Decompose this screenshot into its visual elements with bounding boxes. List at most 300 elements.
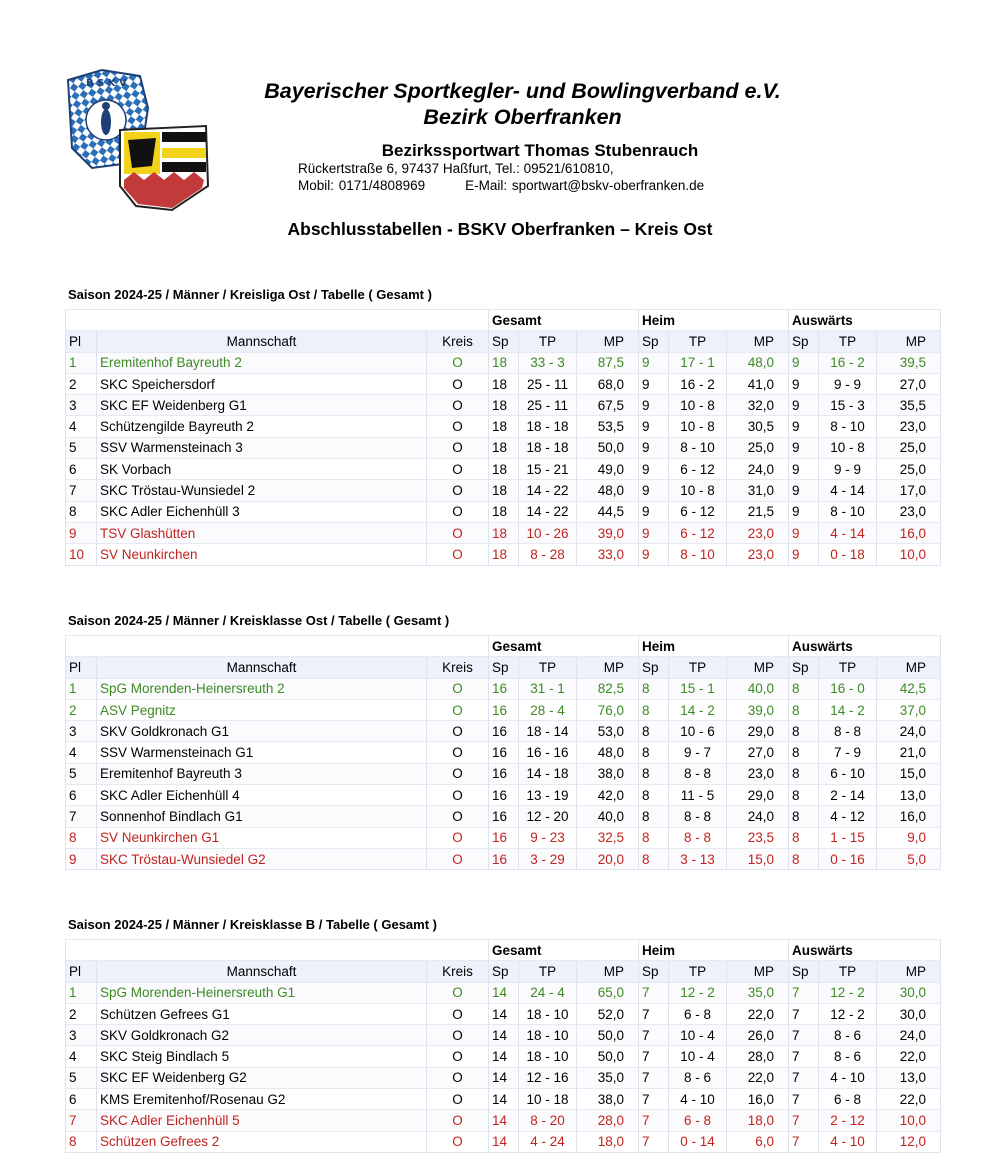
team-name-cell: ASV Pegnitz xyxy=(97,699,427,720)
tp-heim-cell: 4 - 10 xyxy=(669,1089,727,1110)
col-header-pl: Pl xyxy=(66,331,97,352)
col-header-mp-heim: MP xyxy=(727,657,789,678)
mp-heim-cell: 6,0 xyxy=(727,1131,789,1152)
mp-heim-cell: 22,0 xyxy=(727,1003,789,1024)
col-header-tp-auswaerts: TP xyxy=(819,657,877,678)
tp-auswaerts-cell: 6 - 8 xyxy=(819,1089,877,1110)
sp-auswaerts-cell: 7 xyxy=(789,1110,819,1131)
sp-gesamt-cell: 14 xyxy=(489,982,519,1003)
column-header-row xyxy=(66,657,941,678)
col-header-sp-gesamt: Sp xyxy=(489,961,519,982)
kreis-cell: O xyxy=(427,1025,489,1046)
tp-auswaerts-cell: 7 - 9 xyxy=(819,742,877,763)
table-row xyxy=(66,437,941,458)
col-header-mp-auswaerts: MP xyxy=(877,657,941,678)
table-row xyxy=(66,1003,941,1024)
mp-heim-cell: 23,5 xyxy=(727,827,789,848)
rank-cell: 4 xyxy=(66,416,97,437)
tp-auswaerts-cell: 4 - 14 xyxy=(819,480,877,501)
tp-heim-cell: 10 - 6 xyxy=(669,721,727,742)
sp-auswaerts-cell: 7 xyxy=(789,1089,819,1110)
rank-cell: 2 xyxy=(66,699,97,720)
table-row xyxy=(66,1025,941,1046)
mp-heim-cell: 35,0 xyxy=(727,982,789,1003)
tp-auswaerts-cell: 16 - 2 xyxy=(819,352,877,373)
rank-cell: 1 xyxy=(66,352,97,373)
tp-gesamt-cell: 13 - 19 xyxy=(519,785,577,806)
standings-table xyxy=(65,939,941,1153)
mp-heim-cell: 26,0 xyxy=(727,1025,789,1046)
table-row xyxy=(66,1110,941,1131)
team-name-cell: SKC Adler Eichenhüll 5 xyxy=(97,1110,427,1131)
group-header-gesamt: Gesamt xyxy=(489,940,639,961)
group-header-empty xyxy=(66,636,489,657)
tp-heim-cell: 10 - 8 xyxy=(669,395,727,416)
rank-cell: 1 xyxy=(66,678,97,699)
kreis-cell: O xyxy=(427,721,489,742)
mp-heim-cell: 15,0 xyxy=(727,848,789,869)
kreis-cell: O xyxy=(427,1131,489,1152)
table-row xyxy=(66,982,941,1003)
sp-auswaerts-cell: 9 xyxy=(789,352,819,373)
sp-heim-cell: 9 xyxy=(639,437,669,458)
tp-gesamt-cell: 31 - 1 xyxy=(519,678,577,699)
standings-section-kreisklasse-ost xyxy=(65,613,940,870)
tp-auswaerts-cell: 8 - 6 xyxy=(819,1046,877,1067)
column-header-row xyxy=(66,961,941,982)
tp-auswaerts-cell: 12 - 2 xyxy=(819,1003,877,1024)
tp-gesamt-cell: 16 - 16 xyxy=(519,742,577,763)
mp-auswaerts-cell: 35,5 xyxy=(877,395,941,416)
association-title-line2: Bezirk Oberfranken xyxy=(423,105,622,129)
team-name-cell: Eremitenhof Bayreuth 2 xyxy=(97,352,427,373)
mp-auswaerts-cell: 9,0 xyxy=(877,827,941,848)
table-title: Saison 2024-25 / Männer / Kreisliga Ost / Tabelle ( Gesamt ) xyxy=(68,287,432,302)
tp-auswaerts-cell: 4 - 12 xyxy=(819,806,877,827)
col-header-mp-heim: MP xyxy=(727,961,789,982)
group-header-row xyxy=(66,310,941,331)
sp-gesamt-cell: 16 xyxy=(489,742,519,763)
team-name-cell: TSV Glashütten xyxy=(97,522,427,543)
sp-auswaerts-cell: 9 xyxy=(789,395,819,416)
table-title: Saison 2024-25 / Männer / Kreisklasse Ost / Tabelle ( Gesamt ) xyxy=(68,613,450,628)
tp-gesamt-cell: 8 - 20 xyxy=(519,1110,577,1131)
sp-gesamt-cell: 14 xyxy=(489,1089,519,1110)
sp-gesamt-cell: 16 xyxy=(489,721,519,742)
sp-heim-cell: 9 xyxy=(639,416,669,437)
mp-heim-cell: 29,0 xyxy=(727,785,789,806)
table-row xyxy=(66,742,941,763)
sp-gesamt-cell: 16 xyxy=(489,827,519,848)
tp-auswaerts-cell: 8 - 10 xyxy=(819,501,877,522)
kreis-cell: O xyxy=(427,1067,489,1088)
kreis-cell: O xyxy=(427,459,489,480)
rank-cell: 8 xyxy=(66,1131,97,1152)
group-header-auswaerts: Auswärts xyxy=(789,636,941,657)
tp-auswaerts-cell: 9 - 9 xyxy=(819,459,877,480)
mp-gesamt-cell: 35,0 xyxy=(577,1067,639,1088)
tp-auswaerts-cell: 2 - 14 xyxy=(819,785,877,806)
tp-auswaerts-cell: 8 - 10 xyxy=(819,416,877,437)
team-name-cell: Schützen Gefrees G1 xyxy=(97,1003,427,1024)
mp-auswaerts-cell: 24,0 xyxy=(877,721,941,742)
team-name-cell: SKC Adler Eichenhüll 4 xyxy=(97,785,427,806)
sp-auswaerts-cell: 7 xyxy=(789,1025,819,1046)
sp-auswaerts-cell: 9 xyxy=(789,544,819,565)
mp-gesamt-cell: 42,0 xyxy=(577,785,639,806)
sp-gesamt-cell: 14 xyxy=(489,1046,519,1067)
group-header-gesamt: Gesamt xyxy=(489,636,639,657)
mp-auswaerts-cell: 12,0 xyxy=(877,1131,941,1152)
col-header-kreis: Kreis xyxy=(427,657,489,678)
tp-auswaerts-cell: 2 - 12 xyxy=(819,1110,877,1131)
standings-section-kreisklasse-b xyxy=(65,917,940,1153)
kreis-cell: O xyxy=(427,699,489,720)
team-name-cell: SK Vorbach xyxy=(97,459,427,480)
tp-heim-cell: 6 - 12 xyxy=(669,459,727,480)
sp-heim-cell: 7 xyxy=(639,1067,669,1088)
group-header-gesamt: Gesamt xyxy=(489,310,639,331)
rank-cell: 3 xyxy=(66,395,97,416)
sp-auswaerts-cell: 8 xyxy=(789,806,819,827)
mp-gesamt-cell: 40,0 xyxy=(577,806,639,827)
mp-auswaerts-cell: 25,0 xyxy=(877,459,941,480)
sp-auswaerts-cell: 8 xyxy=(789,721,819,742)
table-row xyxy=(66,395,941,416)
table-row xyxy=(66,1067,941,1088)
tp-gesamt-cell: 18 - 18 xyxy=(519,437,577,458)
rank-cell: 4 xyxy=(66,1046,97,1067)
table-row xyxy=(66,785,941,806)
mp-gesamt-cell: 67,5 xyxy=(577,395,639,416)
mp-auswaerts-cell: 23,0 xyxy=(877,501,941,522)
team-name-cell: SKC Steig Bindlach 5 xyxy=(97,1046,427,1067)
sp-heim-cell: 7 xyxy=(639,1046,669,1067)
col-header-tp-gesamt: TP xyxy=(519,657,577,678)
rank-cell: 9 xyxy=(66,848,97,869)
sp-auswaerts-cell: 7 xyxy=(789,1046,819,1067)
kreis-cell: O xyxy=(427,1089,489,1110)
mp-auswaerts-cell: 37,0 xyxy=(877,699,941,720)
tp-gesamt-cell: 9 - 23 xyxy=(519,827,577,848)
kreis-cell: O xyxy=(427,501,489,522)
tp-gesamt-cell: 18 - 10 xyxy=(519,1003,577,1024)
table-row xyxy=(66,699,941,720)
tp-heim-cell: 14 - 2 xyxy=(669,699,727,720)
sp-heim-cell: 9 xyxy=(639,522,669,543)
tp-heim-cell: 10 - 8 xyxy=(669,480,727,501)
sp-heim-cell: 7 xyxy=(639,982,669,1003)
sp-auswaerts-cell: 8 xyxy=(789,848,819,869)
rank-cell: 9 xyxy=(66,522,97,543)
mp-auswaerts-cell: 39,5 xyxy=(877,352,941,373)
mp-auswaerts-cell: 27,0 xyxy=(877,373,941,394)
sp-heim-cell: 9 xyxy=(639,544,669,565)
col-header-pl: Pl xyxy=(66,657,97,678)
table-row xyxy=(66,827,941,848)
sp-gesamt-cell: 14 xyxy=(489,1003,519,1024)
sp-gesamt-cell: 16 xyxy=(489,699,519,720)
mp-gesamt-cell: 39,0 xyxy=(577,522,639,543)
rank-cell: 4 xyxy=(66,742,97,763)
tp-gesamt-cell: 18 - 14 xyxy=(519,721,577,742)
tp-auswaerts-cell: 6 - 10 xyxy=(819,763,877,784)
mp-heim-cell: 18,0 xyxy=(727,1110,789,1131)
tp-heim-cell: 15 - 1 xyxy=(669,678,727,699)
mp-auswaerts-cell: 13,0 xyxy=(877,785,941,806)
sp-auswaerts-cell: 8 xyxy=(789,827,819,848)
sp-auswaerts-cell: 7 xyxy=(789,982,819,1003)
mp-auswaerts-cell: 24,0 xyxy=(877,1025,941,1046)
group-header-heim: Heim xyxy=(639,940,789,961)
group-header-row xyxy=(66,636,941,657)
mp-auswaerts-cell: 42,5 xyxy=(877,678,941,699)
sp-gesamt-cell: 18 xyxy=(489,544,519,565)
tp-heim-cell: 6 - 12 xyxy=(669,522,727,543)
mp-gesamt-cell: 68,0 xyxy=(577,373,639,394)
col-header-sp-auswaerts: Sp xyxy=(789,961,819,982)
tp-heim-cell: 10 - 4 xyxy=(669,1025,727,1046)
col-header-mp-auswaerts: MP xyxy=(877,961,941,982)
col-header-mp-gesamt: MP xyxy=(577,657,639,678)
tp-heim-cell: 8 - 10 xyxy=(669,544,727,565)
tp-auswaerts-cell: 14 - 2 xyxy=(819,699,877,720)
mp-auswaerts-cell: 16,0 xyxy=(877,522,941,543)
col-header-sp-heim: Sp xyxy=(639,331,669,352)
association-title-line1: Bayerischer Sportkegler- und Bowlingverband e.V. xyxy=(264,79,781,103)
tp-heim-cell: 6 - 12 xyxy=(669,501,727,522)
table-row xyxy=(66,373,941,394)
col-header-sp-gesamt: Sp xyxy=(489,331,519,352)
col-header-kreis: Kreis xyxy=(427,961,489,982)
rank-cell: 7 xyxy=(66,480,97,501)
official-name: Bezirkssportwart Thomas Stubenrauch xyxy=(381,141,699,160)
col-header-tp-heim: TP xyxy=(669,961,727,982)
kreis-cell: O xyxy=(427,1003,489,1024)
mp-auswaerts-cell: 30,0 xyxy=(877,982,941,1003)
table-row xyxy=(66,721,941,742)
sp-auswaerts-cell: 7 xyxy=(789,1131,819,1152)
sp-heim-cell: 7 xyxy=(639,1025,669,1046)
mp-heim-cell: 24,0 xyxy=(727,459,789,480)
team-name-cell: SV Neunkirchen xyxy=(97,544,427,565)
rank-cell: 3 xyxy=(66,1025,97,1046)
col-header-mp-auswaerts: MP xyxy=(877,331,941,352)
sp-auswaerts-cell: 8 xyxy=(789,699,819,720)
mp-gesamt-cell: 50,0 xyxy=(577,437,639,458)
col-header-mp-heim: MP xyxy=(727,331,789,352)
team-name-cell: SpG Morenden-Heinersreuth G1 xyxy=(97,982,427,1003)
tp-gesamt-cell: 18 - 10 xyxy=(519,1025,577,1046)
tp-heim-cell: 10 - 8 xyxy=(669,416,727,437)
sp-heim-cell: 9 xyxy=(639,480,669,501)
tp-auswaerts-cell: 9 - 9 xyxy=(819,373,877,394)
mp-gesamt-cell: 82,5 xyxy=(577,678,639,699)
rank-cell: 8 xyxy=(66,827,97,848)
column-header-row xyxy=(66,331,941,352)
team-name-cell: KMS Eremitenhof/Rosenau G2 xyxy=(97,1089,427,1110)
table-row xyxy=(66,848,941,869)
mp-auswaerts-cell: 22,0 xyxy=(877,1089,941,1110)
group-header-heim: Heim xyxy=(639,636,789,657)
kreis-cell: O xyxy=(427,678,489,699)
team-name-cell: SKC Adler Eichenhüll 3 xyxy=(97,501,427,522)
mp-heim-cell: 31,0 xyxy=(727,480,789,501)
mp-heim-cell: 22,0 xyxy=(727,1067,789,1088)
col-header-mannschaft: Mannschaft xyxy=(97,961,427,982)
mp-auswaerts-cell: 25,0 xyxy=(877,437,941,458)
sp-gesamt-cell: 18 xyxy=(489,373,519,394)
tp-auswaerts-cell: 10 - 8 xyxy=(819,437,877,458)
kreis-cell: O xyxy=(427,785,489,806)
sp-heim-cell: 9 xyxy=(639,501,669,522)
team-name-cell: Sonnenhof Bindlach G1 xyxy=(97,806,427,827)
mp-heim-cell: 27,0 xyxy=(727,742,789,763)
col-header-mannschaft: Mannschaft xyxy=(97,331,427,352)
mp-gesamt-cell: 28,0 xyxy=(577,1110,639,1131)
mp-gesamt-cell: 49,0 xyxy=(577,459,639,480)
rank-cell: 7 xyxy=(66,806,97,827)
kreis-cell: O xyxy=(427,395,489,416)
col-header-kreis: Kreis xyxy=(427,331,489,352)
sp-heim-cell: 8 xyxy=(639,721,669,742)
team-name-cell: SKC Tröstau-Wunsiedel G2 xyxy=(97,848,427,869)
tp-auswaerts-cell: 12 - 2 xyxy=(819,982,877,1003)
tp-gesamt-cell: 10 - 26 xyxy=(519,522,577,543)
rank-cell: 1 xyxy=(66,982,97,1003)
table-row xyxy=(66,501,941,522)
tp-heim-cell: 12 - 2 xyxy=(669,982,727,1003)
rank-cell: 2 xyxy=(66,373,97,394)
col-header-tp-gesamt: TP xyxy=(519,961,577,982)
tp-gesamt-cell: 10 - 18 xyxy=(519,1089,577,1110)
rank-cell: 5 xyxy=(66,763,97,784)
mp-heim-cell: 21,5 xyxy=(727,501,789,522)
sp-auswaerts-cell: 8 xyxy=(789,763,819,784)
tp-auswaerts-cell: 0 - 18 xyxy=(819,544,877,565)
sp-gesamt-cell: 16 xyxy=(489,806,519,827)
rank-cell: 10 xyxy=(66,544,97,565)
sp-gesamt-cell: 18 xyxy=(489,437,519,458)
sp-auswaerts-cell: 9 xyxy=(789,437,819,458)
tp-gesamt-cell: 8 - 28 xyxy=(519,544,577,565)
sp-heim-cell: 7 xyxy=(639,1089,669,1110)
tp-gesamt-cell: 28 - 4 xyxy=(519,699,577,720)
tp-auswaerts-cell: 0 - 16 xyxy=(819,848,877,869)
mp-gesamt-cell: 65,0 xyxy=(577,982,639,1003)
team-name-cell: Eremitenhof Bayreuth 3 xyxy=(97,763,427,784)
tp-auswaerts-cell: 8 - 6 xyxy=(819,1025,877,1046)
tp-auswaerts-cell: 8 - 8 xyxy=(819,721,877,742)
mp-gesamt-cell: 53,5 xyxy=(577,416,639,437)
team-name-cell: SV Neunkirchen G1 xyxy=(97,827,427,848)
standings-table xyxy=(65,309,941,566)
mp-gesamt-cell: 52,0 xyxy=(577,1003,639,1024)
group-header-row xyxy=(66,940,941,961)
sp-auswaerts-cell: 8 xyxy=(789,678,819,699)
sp-auswaerts-cell: 9 xyxy=(789,480,819,501)
team-name-cell: SKC Speichersdorf xyxy=(97,373,427,394)
address-line: Rückertstraße 6, 97437 Haßfurt, Tel.: 09521/610810, xyxy=(298,161,614,176)
tp-heim-cell: 6 - 8 xyxy=(669,1003,727,1024)
group-header-auswaerts: Auswärts xyxy=(789,940,941,961)
tp-gesamt-cell: 14 - 22 xyxy=(519,480,577,501)
kreis-cell: O xyxy=(427,982,489,1003)
col-header-sp-heim: Sp xyxy=(639,657,669,678)
sp-heim-cell: 8 xyxy=(639,742,669,763)
mp-heim-cell: 23,0 xyxy=(727,544,789,565)
tp-gesamt-cell: 33 - 3 xyxy=(519,352,577,373)
team-name-cell: SKC EF Weidenberg G2 xyxy=(97,1067,427,1088)
tp-heim-cell: 8 - 8 xyxy=(669,827,727,848)
sp-heim-cell: 9 xyxy=(639,395,669,416)
tp-gesamt-cell: 3 - 29 xyxy=(519,848,577,869)
tp-gesamt-cell: 15 - 21 xyxy=(519,459,577,480)
tp-gesamt-cell: 14 - 18 xyxy=(519,763,577,784)
sp-auswaerts-cell: 9 xyxy=(789,459,819,480)
mp-heim-cell: 30,5 xyxy=(727,416,789,437)
rank-cell: 6 xyxy=(66,785,97,806)
col-header-tp-auswaerts: TP xyxy=(819,961,877,982)
col-header-tp-gesamt: TP xyxy=(519,331,577,352)
table-row xyxy=(66,480,941,501)
mp-heim-cell: 24,0 xyxy=(727,806,789,827)
mp-gesamt-cell: 32,5 xyxy=(577,827,639,848)
sp-heim-cell: 7 xyxy=(639,1003,669,1024)
sp-auswaerts-cell: 7 xyxy=(789,1003,819,1024)
sp-gesamt-cell: 14 xyxy=(489,1067,519,1088)
tp-auswaerts-cell: 4 - 10 xyxy=(819,1131,877,1152)
col-header-mp-gesamt: MP xyxy=(577,331,639,352)
rank-cell: 5 xyxy=(66,437,97,458)
document-title: Abschlusstabellen - BSKV Oberfranken – Kreis Ost xyxy=(287,219,713,239)
sp-gesamt-cell: 18 xyxy=(489,501,519,522)
mp-auswaerts-cell: 15,0 xyxy=(877,763,941,784)
rank-cell: 7 xyxy=(66,1110,97,1131)
kreis-cell: O xyxy=(427,806,489,827)
mp-auswaerts-cell: 30,0 xyxy=(877,1003,941,1024)
kreis-cell: O xyxy=(427,522,489,543)
tp-heim-cell: 3 - 13 xyxy=(669,848,727,869)
col-header-sp-auswaerts: Sp xyxy=(789,331,819,352)
mp-auswaerts-cell: 13,0 xyxy=(877,1067,941,1088)
tp-gesamt-cell: 12 - 20 xyxy=(519,806,577,827)
tp-gesamt-cell: 4 - 24 xyxy=(519,1131,577,1152)
group-header-auswaerts: Auswärts xyxy=(789,310,941,331)
tp-heim-cell: 10 - 4 xyxy=(669,1046,727,1067)
association-title xyxy=(0,78,1000,130)
sp-gesamt-cell: 18 xyxy=(489,416,519,437)
mp-auswaerts-cell: 16,0 xyxy=(877,806,941,827)
sp-auswaerts-cell: 9 xyxy=(789,501,819,522)
sp-gesamt-cell: 14 xyxy=(489,1110,519,1131)
rank-cell: 6 xyxy=(66,1089,97,1110)
mp-gesamt-cell: 20,0 xyxy=(577,848,639,869)
mp-auswaerts-cell: 22,0 xyxy=(877,1046,941,1067)
sp-heim-cell: 8 xyxy=(639,827,669,848)
mp-gesamt-cell: 38,0 xyxy=(577,1089,639,1110)
sp-auswaerts-cell: 8 xyxy=(789,742,819,763)
rank-cell: 8 xyxy=(66,501,97,522)
mp-heim-cell: 25,0 xyxy=(727,437,789,458)
team-name-cell: SKC Tröstau-Wunsiedel 2 xyxy=(97,480,427,501)
col-header-sp-auswaerts: Sp xyxy=(789,657,819,678)
mp-heim-cell: 23,0 xyxy=(727,522,789,543)
kreis-cell: O xyxy=(427,416,489,437)
team-name-cell: Schützen Gefrees 2 xyxy=(97,1131,427,1152)
kreis-cell: O xyxy=(427,352,489,373)
col-header-sp-heim: Sp xyxy=(639,961,669,982)
